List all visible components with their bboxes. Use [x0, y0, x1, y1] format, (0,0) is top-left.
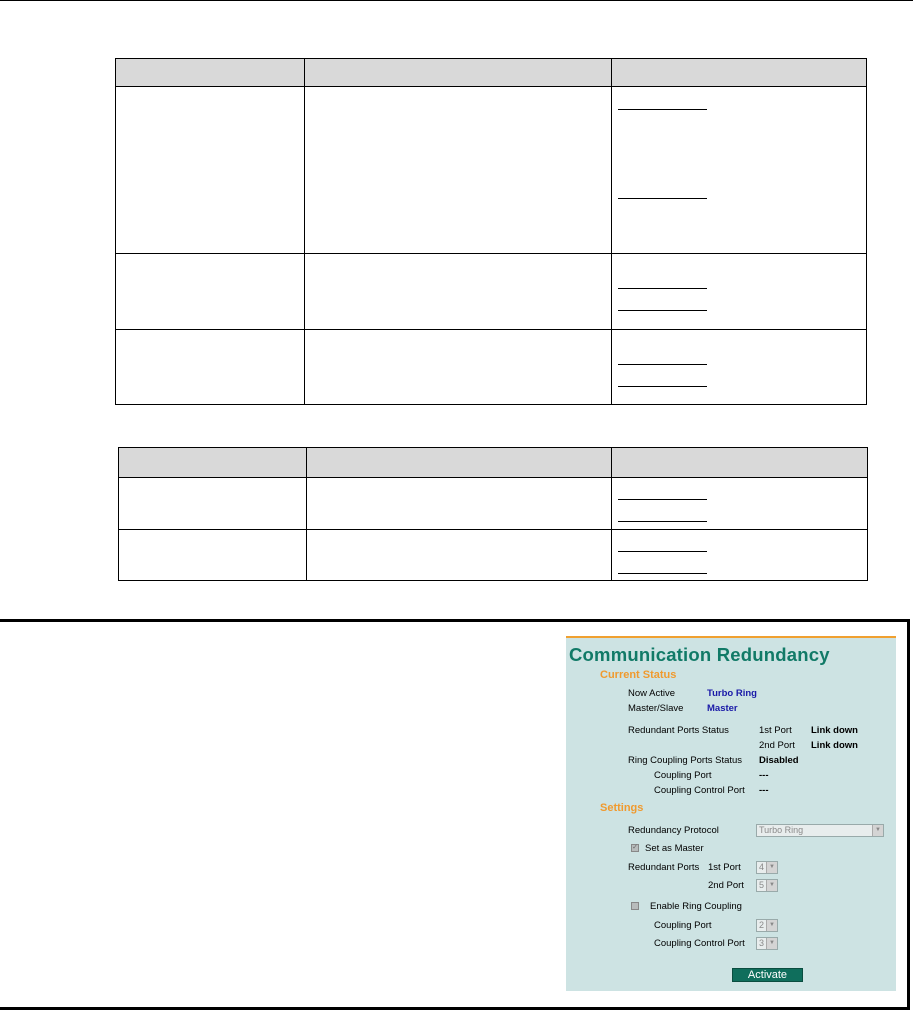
table-cell	[612, 478, 868, 530]
enable-ring-coupling-checkbox[interactable]	[631, 902, 639, 910]
chevron-down-icon: ▼	[766, 880, 777, 891]
coupling-control-port-label: Coupling Control Port	[654, 785, 745, 796]
now-active-value: Turbo Ring	[707, 688, 757, 699]
redundant-ports-status-label: Redundant Ports Status	[628, 725, 729, 736]
redundancy-protocol-label: Redundancy Protocol	[628, 825, 719, 836]
settings-table-1	[115, 58, 867, 405]
table-cell	[119, 530, 307, 581]
header-cell	[305, 59, 612, 87]
top-rule	[0, 0, 913, 1]
table-cell	[116, 254, 305, 330]
coupling-port-status: ---	[759, 770, 769, 781]
set-as-master-checkbox[interactable]: ✓	[632, 844, 638, 851]
header-cell	[119, 448, 307, 478]
underline-blank	[618, 521, 707, 522]
port2-status: Link down	[811, 740, 858, 751]
master-slave-value: Master	[707, 703, 738, 714]
table-header-row	[119, 448, 868, 478]
master-slave-label: Master/Slave	[628, 703, 684, 714]
underline-blank	[618, 288, 707, 289]
table-cell	[612, 530, 868, 581]
table-cell	[307, 478, 612, 530]
header-cell	[612, 448, 868, 478]
second-port-label: 2nd Port	[708, 880, 744, 891]
port2-label: 2nd Port	[759, 740, 795, 751]
table-cell	[612, 87, 867, 254]
settings-heading: Settings	[600, 802, 644, 814]
select-value: 4	[759, 862, 765, 872]
first-port-label: 1st Port	[708, 862, 741, 873]
underline-blank	[618, 551, 707, 552]
chevron-down-icon: ▼	[872, 825, 883, 836]
table-cell	[305, 87, 612, 254]
header-cell	[612, 59, 867, 87]
port1-label: 1st Port	[759, 725, 792, 736]
underline-blank	[618, 109, 707, 110]
underline-blank	[618, 499, 707, 500]
underline-blank	[618, 310, 707, 311]
enable-ring-coupling-label: Enable Ring Coupling	[650, 901, 742, 912]
coupling-port-setting-label: Coupling Port	[654, 920, 712, 931]
select-value: 2	[759, 920, 765, 930]
chevron-down-icon: ▼	[766, 862, 777, 873]
table-cell	[305, 254, 612, 330]
table-header-row	[116, 59, 867, 87]
table-row	[116, 330, 867, 405]
select-value: 3	[759, 938, 765, 948]
activate-button[interactable]: Activate	[732, 968, 803, 982]
underline-blank	[618, 364, 707, 365]
current-status-heading: Current Status	[600, 669, 677, 681]
port1-status: Link down	[811, 725, 858, 736]
panel-title: Communication Redundancy	[569, 644, 830, 665]
redundant-ports-label: Redundant Ports	[628, 862, 700, 873]
settings-table-2	[118, 447, 868, 581]
table-row	[116, 254, 867, 330]
coupling-control-port-select[interactable]	[756, 937, 778, 950]
underline-blank	[618, 573, 707, 574]
first-port-select[interactable]	[756, 861, 778, 874]
underline-blank	[618, 386, 707, 387]
redundancy-panel	[566, 636, 896, 991]
chevron-down-icon: ▼	[766, 920, 777, 931]
chevron-down-icon: ▼	[766, 938, 777, 949]
set-as-master-label: Set as Master	[645, 843, 704, 854]
table-row	[119, 530, 868, 581]
underline-blank	[618, 198, 707, 199]
coupling-port-select[interactable]	[756, 919, 778, 932]
table-cell	[305, 330, 612, 405]
second-port-select[interactable]	[756, 879, 778, 892]
coupling-control-port-status: ---	[759, 785, 769, 796]
table-cell	[119, 478, 307, 530]
ring-coupling-status: Disabled	[759, 755, 799, 766]
table-row	[119, 478, 868, 530]
table-cell	[612, 254, 867, 330]
table-cell	[307, 530, 612, 581]
select-value: 5	[759, 880, 765, 890]
table-cell	[116, 87, 305, 254]
table-cell	[116, 330, 305, 405]
select-value: Turbo Ring	[759, 825, 804, 835]
coupling-port-label: Coupling Port	[654, 770, 712, 781]
now-active-label: Now Active	[628, 688, 675, 699]
header-cell	[307, 448, 612, 478]
table-cell	[612, 330, 867, 405]
table-row	[116, 87, 867, 254]
coupling-control-port-setting-label: Coupling Control Port	[654, 938, 745, 949]
header-cell	[116, 59, 305, 87]
redundancy-protocol-select[interactable]	[756, 824, 884, 837]
ring-coupling-status-label: Ring Coupling Ports Status	[628, 755, 743, 766]
